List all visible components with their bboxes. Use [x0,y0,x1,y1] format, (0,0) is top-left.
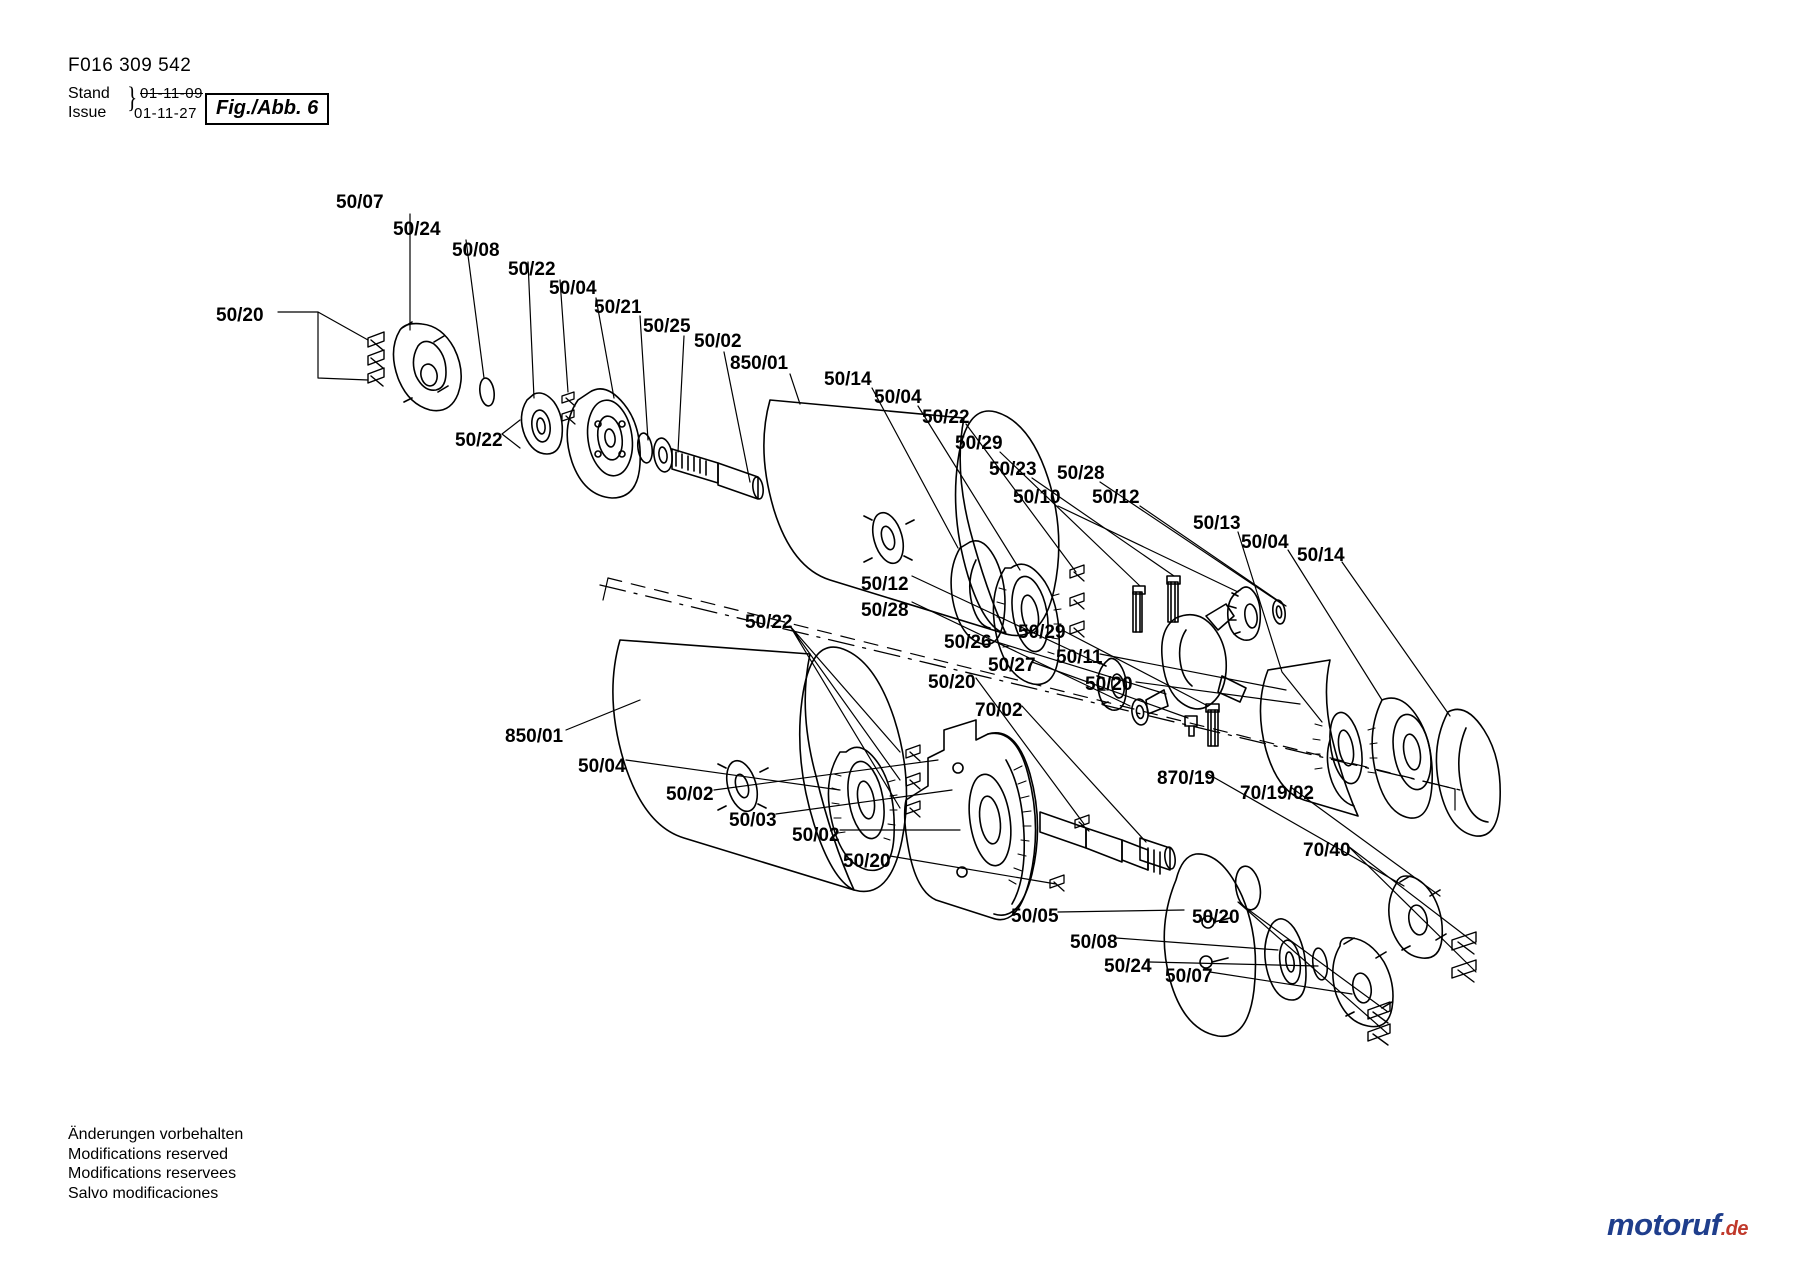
part-number: F016 309 542 [68,55,192,76]
callout-50-20-right: 50/20 [1085,674,1133,695]
callout-50-04-mid: 50/04 [874,387,922,408]
callout-50-07-bottom: 50/07 [1165,966,1213,987]
callout-70-02: 70/02 [975,700,1023,721]
callout-50-25: 50/25 [643,316,691,337]
notice-es: Salvo modificaciones [68,1184,219,1202]
brace-decor: } [127,81,138,114]
callout-50-20-left: 50/20 [216,305,264,326]
callout-50-26: 50/26 [944,632,992,653]
callout-50-12-top: 50/12 [1092,487,1140,508]
callout-50-02-lower: 50/02 [666,784,714,805]
callout-50-08-bottom: 50/08 [1070,932,1118,953]
callout-50-03: 50/03 [729,810,777,831]
callout-50-21: 50/21 [594,297,642,318]
callout-50-07-top: 50/07 [336,192,384,213]
notice-de: Änderungen vorbehalten [68,1126,244,1143]
callout-50-12-left: 50/12 [861,574,909,595]
callout-50-28-left: 50/28 [861,600,909,621]
callout-50-27: 50/27 [988,655,1036,676]
callout-50-24-top: 50/24 [393,219,441,240]
callout-50-23: 50/23 [989,459,1037,480]
callout-70-19-02: 70/19/02 [1240,783,1314,804]
issue-label: Issue [68,104,107,121]
callout-50-04-right: 50/04 [1241,532,1289,553]
callout-850-01-top: 850/01 [730,353,789,374]
callout-50-22-lower: 50/22 [745,612,793,633]
callout-50-13: 50/13 [1193,513,1241,534]
watermark-name: motoruf [1607,1207,1721,1242]
stand-label: Stand [68,85,110,102]
callout-850-01-lower: 850/01 [505,726,564,747]
callout-70-40: 70/40 [1303,840,1351,861]
notice-fr: Modifications reservees [68,1165,237,1182]
callout-50-02-lower2: 50/02 [792,825,840,846]
date-new: 01-11-27 [134,105,197,122]
legal-notice [68,1125,243,1203]
figure-badge: Fig./Abb. 6 [205,93,329,125]
callout-50-11: 50/11 [1056,647,1103,668]
callout-50-05: 50/05 [1011,906,1059,927]
callout-50-22-mid: 50/22 [922,407,970,428]
callout-50-28-top: 50/28 [1057,463,1105,484]
notice-en: Modifications reserved [68,1145,229,1163]
callout-870-19: 870/19 [1157,768,1216,789]
callout-50-20-mid: 50/20 [928,672,976,693]
callout-50-14-right: 50/14 [1297,545,1345,566]
watermark-suffix: .de [1720,1218,1748,1240]
callout-50-29-right: 50/29 [1018,622,1066,643]
callout-50-22-top: 50/22 [508,259,556,280]
callout-50-04-lower: 50/04 [578,756,626,777]
callout-50-22-lower-top: 50/22 [455,430,503,451]
callout-50-20-bottom: 50/20 [1192,907,1240,928]
callout-50-08-top: 50/08 [452,240,500,261]
callout-50-04-top: 50/04 [549,278,597,299]
callout-50-10: 50/10 [1013,487,1061,508]
date-old: 01-11-09 [140,85,203,102]
callout-50-24-bottom: 50/24 [1104,956,1152,977]
callout-50-02-top: 50/02 [694,331,742,352]
callout-50-20-lower: 50/20 [843,851,891,872]
callout-50-14-top: 50/14 [824,369,872,390]
watermark-logo [1607,1207,1748,1243]
callout-50-29-top: 50/29 [955,433,1003,454]
